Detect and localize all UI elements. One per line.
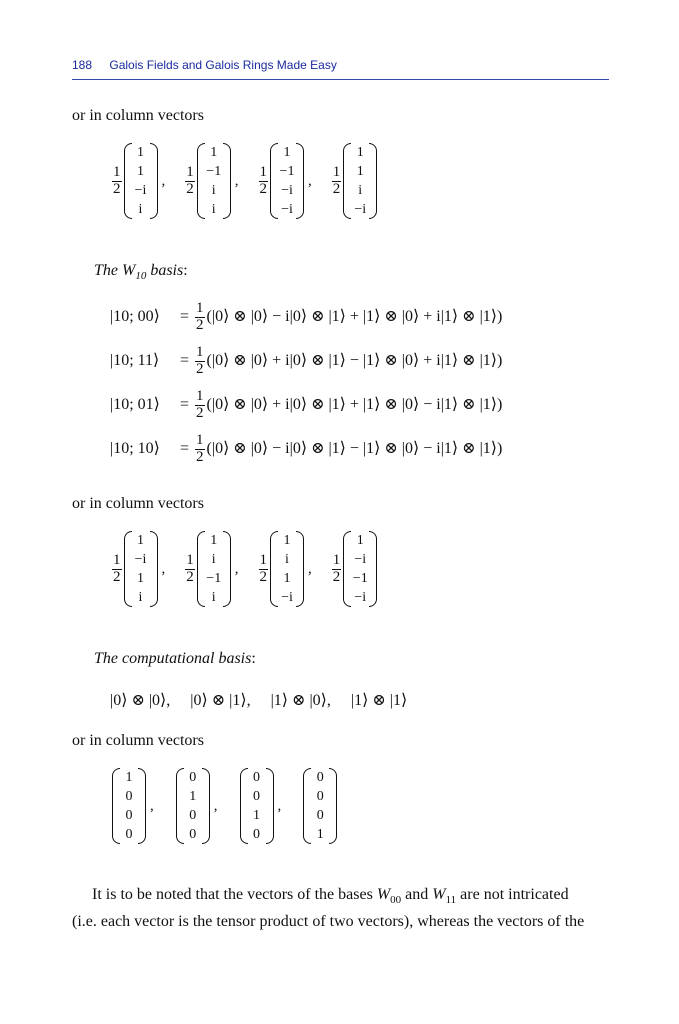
column-vector: $\frac{1}{2}$ 1 −1 −i −i ,: [259, 145, 312, 217]
column-vectors-label: or in column vectors: [72, 107, 204, 124]
computational-basis-heading: The computational basis:: [94, 650, 256, 667]
column-vector: 0 0 1 0 ,: [240, 768, 282, 844]
vector-matrix: 1 −1 −i −i: [270, 143, 304, 219]
vector-matrix: 0 0 1 0: [240, 768, 274, 844]
one-half-fraction: $\frac{1}{2}$: [259, 163, 267, 197]
w10-equation: |10; 10⟩ = $\frac{1}{2}$ (|0⟩ ⊗ |0⟩ − i|0⟩ ⊗ |1⟩ − |1⟩ ⊗ |0⟩ − i|1⟩ ⊗ |1⟩): [110, 432, 503, 465]
column-vectors-label: or in column vectors: [72, 732, 204, 749]
vector-matrix: 1 1 −i i: [124, 143, 158, 219]
vector-matrix: 1 1 i −i: [343, 143, 377, 219]
column-vector: [330, 531, 378, 607]
w10-equation: |10; 00⟩ = $\frac{1}{2}$ (|0⟩ ⊗ |0⟩ − i|0⟩ ⊗ |1⟩ + |1⟩ ⊗ |0⟩ + i|1⟩ ⊗ |1⟩): [110, 300, 503, 333]
vector-matrix: 1 i 1 −i: [270, 531, 304, 607]
one-half-fraction: $\frac{1}{2}$: [186, 163, 194, 197]
closing-paragraph: It is to be noted that the vectors of the bases $W_{00}$ and $W_{11}$ are not intricated (i.e. each vector is the tensor product of two vectors), whereas the vectors of the: [72, 886, 585, 931]
page-number: 188: [72, 58, 93, 72]
w10-equation: |10; 11⟩ = $\frac{1}{2}$ (|0⟩ ⊗ |0⟩ + i|0⟩ ⊗ |1⟩ − |1⟩ ⊗ |0⟩ + i|1⟩ ⊗ |1⟩): [110, 344, 503, 377]
column-vector: $\frac{1}{2}$ 1 −1 i i ,: [186, 145, 239, 217]
one-half-fraction: $\frac{1}{2}$: [259, 551, 267, 585]
vector-matrix: 1 0 0 0: [112, 768, 146, 844]
vector-matrix: 1 i −1 i: [197, 531, 231, 607]
running-header: [72, 58, 609, 80]
computational-basis-kets: |0⟩ ⊗ |0⟩, |0⟩ ⊗ |1⟩, |1⟩ ⊗ |0⟩, |1⟩ ⊗ |1⟩: [110, 692, 408, 709]
column-vector: $\frac{1}{2}$ 1 1 −i i ,: [113, 145, 166, 217]
one-half-fraction: $\frac{1}{2}$: [332, 551, 341, 585]
vector-matrix: 0 1 0 0: [176, 768, 210, 844]
one-half-fraction: $\frac{1}{2}$: [332, 163, 341, 197]
column-vector: [330, 143, 378, 219]
column-vector: [303, 768, 337, 844]
one-half-fraction: $\frac{1}{2}$: [186, 551, 194, 585]
column-vector: $\frac{1}{2}$ 1 i 1 −i ,: [259, 533, 312, 605]
one-half-fraction: $\frac{1}{2}$: [113, 551, 121, 585]
one-half-fraction: $\frac{1}{2}$: [113, 163, 121, 197]
vector-row-2: [110, 531, 395, 607]
vector-row-3: [112, 768, 355, 844]
running-title: Galois Fields and Galois Rings Made Easy: [109, 58, 337, 72]
column-vector: $\frac{1}{2}$ 1 i −1 i ,: [186, 533, 239, 605]
vector-matrix: 1 −i 1 i: [124, 531, 158, 607]
vector-matrix: 1 −1 i i: [197, 143, 231, 219]
column-vector: $\frac{1}{2}$ 1 −i 1 i ,: [113, 533, 166, 605]
column-vector: 1 0 0 0 ,: [112, 768, 154, 844]
w10-basis-heading: The $W_{10}$ basis:: [94, 262, 188, 283]
vector-matrix: 0 0 0 1: [303, 768, 337, 844]
vector-row-1: [110, 143, 395, 219]
vector-matrix: 1 −i −1 −i: [343, 531, 377, 607]
column-vectors-label: or in column vectors: [72, 495, 204, 512]
column-vector: 0 1 0 0 ,: [176, 768, 218, 844]
w10-equation: |10; 01⟩ = $\frac{1}{2}$ (|0⟩ ⊗ |0⟩ + i|0⟩ ⊗ |1⟩ + |1⟩ ⊗ |0⟩ − i|1⟩ ⊗ |1⟩): [110, 388, 503, 421]
